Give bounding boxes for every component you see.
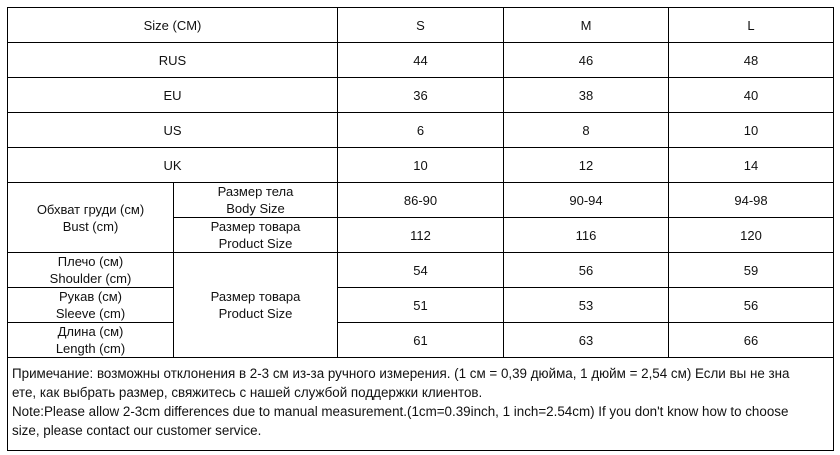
- table-cell: 46: [504, 43, 669, 78]
- size-l-header: L: [669, 8, 834, 43]
- table-cell: 14: [669, 148, 834, 183]
- table-cell: 94-98: [669, 183, 834, 218]
- product-size-label-en: Product Size: [218, 236, 293, 251]
- table-cell: 53: [504, 288, 669, 323]
- table-cell: 10: [669, 113, 834, 148]
- table-row-length: [8, 323, 834, 358]
- table-row-bust-body: [8, 183, 834, 218]
- table-cell: 8: [504, 113, 669, 148]
- body-size-label: [174, 183, 338, 218]
- sleeve-label-en: Sleeve (cm): [55, 306, 126, 321]
- table-cell: 56: [504, 253, 669, 288]
- shoulder-label-ru: Плечо (см): [57, 254, 124, 269]
- header-row: [8, 8, 834, 43]
- bust-label-en: Bust (cm): [62, 218, 119, 234]
- note-row: [8, 358, 834, 451]
- table-cell: 112: [338, 218, 504, 253]
- shoulder-label: [8, 253, 174, 288]
- note-en-line2: size, please contact our customer service.: [12, 423, 262, 438]
- note-ru-line1: Примечание: возможны отклонения в 2-3 см из-за ручного измерения. (1 см = 0,39 дюйма, 1 дюйм = 2,54 см) Если вы не зна: [12, 366, 790, 381]
- product-size-label-ru: Размер товара: [210, 219, 301, 234]
- table-cell: 36: [338, 78, 504, 113]
- table-cell: 38: [504, 78, 669, 113]
- table-cell: 12: [504, 148, 669, 183]
- table-cell: 54: [338, 253, 504, 288]
- table-cell: 63: [504, 323, 669, 358]
- table-cell: 44: [338, 43, 504, 78]
- product-group-label-en: Product Size: [218, 306, 293, 321]
- table-cell: 116: [504, 218, 669, 253]
- table-cell: 59: [669, 253, 834, 288]
- product-group-label-ru: Размер товара: [210, 289, 301, 304]
- table-row-rus: [8, 43, 834, 78]
- note-cell: [8, 358, 834, 451]
- product-size-label: [174, 218, 338, 253]
- length-label-ru: Длина (см): [57, 324, 124, 339]
- shoulder-label-en: Shoulder (cm): [49, 271, 132, 286]
- body-size-label-en: Body Size: [226, 201, 285, 216]
- size-m-header: M: [504, 8, 669, 43]
- table-cell: 56: [669, 288, 834, 323]
- sleeve-label-ru: Рукав (см): [59, 289, 122, 304]
- table-cell: 10: [338, 148, 504, 183]
- row-label: US: [8, 113, 338, 148]
- table-cell: 6: [338, 113, 504, 148]
- note-ru-line2: ете, как выбрать размер, свяжитесь с нашей службой поддержки клиентов.: [12, 385, 483, 400]
- table-row-shoulder: [8, 253, 834, 288]
- table-row-us: [8, 113, 834, 148]
- product-size-group-label: [174, 253, 338, 358]
- table-cell: 66: [669, 323, 834, 358]
- table-cell: 120: [669, 218, 834, 253]
- table-cell: 86-90: [338, 183, 504, 218]
- sleeve-label: [8, 288, 174, 323]
- body-size-label-ru: Размер тела: [217, 184, 294, 199]
- length-label: [8, 323, 174, 358]
- note-en-line1: Note:Please allow 2-3cm differences due to manual measurement.(1cm=0.39inch, 1 inch=2.54cm) If you don't know how to choose: [12, 404, 789, 419]
- table-row-uk: [8, 148, 834, 183]
- table-row-sleeve: [8, 288, 834, 323]
- table-cell: 61: [338, 323, 504, 358]
- table-cell: 48: [669, 43, 834, 78]
- size-header-label: Size (CM): [8, 8, 338, 43]
- table-cell: 90-94: [504, 183, 669, 218]
- table-cell: 51: [338, 288, 504, 323]
- table-cell: 40: [669, 78, 834, 113]
- bust-label: [8, 183, 174, 253]
- table-row-eu: [8, 78, 834, 113]
- size-chart-table: [7, 7, 834, 451]
- size-s-header: S: [338, 8, 504, 43]
- row-label: UK: [8, 148, 338, 183]
- row-label: EU: [8, 78, 338, 113]
- length-label-en: Length (cm): [55, 341, 126, 356]
- row-label: RUS: [8, 43, 338, 78]
- bust-label-ru: Обхват груди (см): [36, 201, 145, 217]
